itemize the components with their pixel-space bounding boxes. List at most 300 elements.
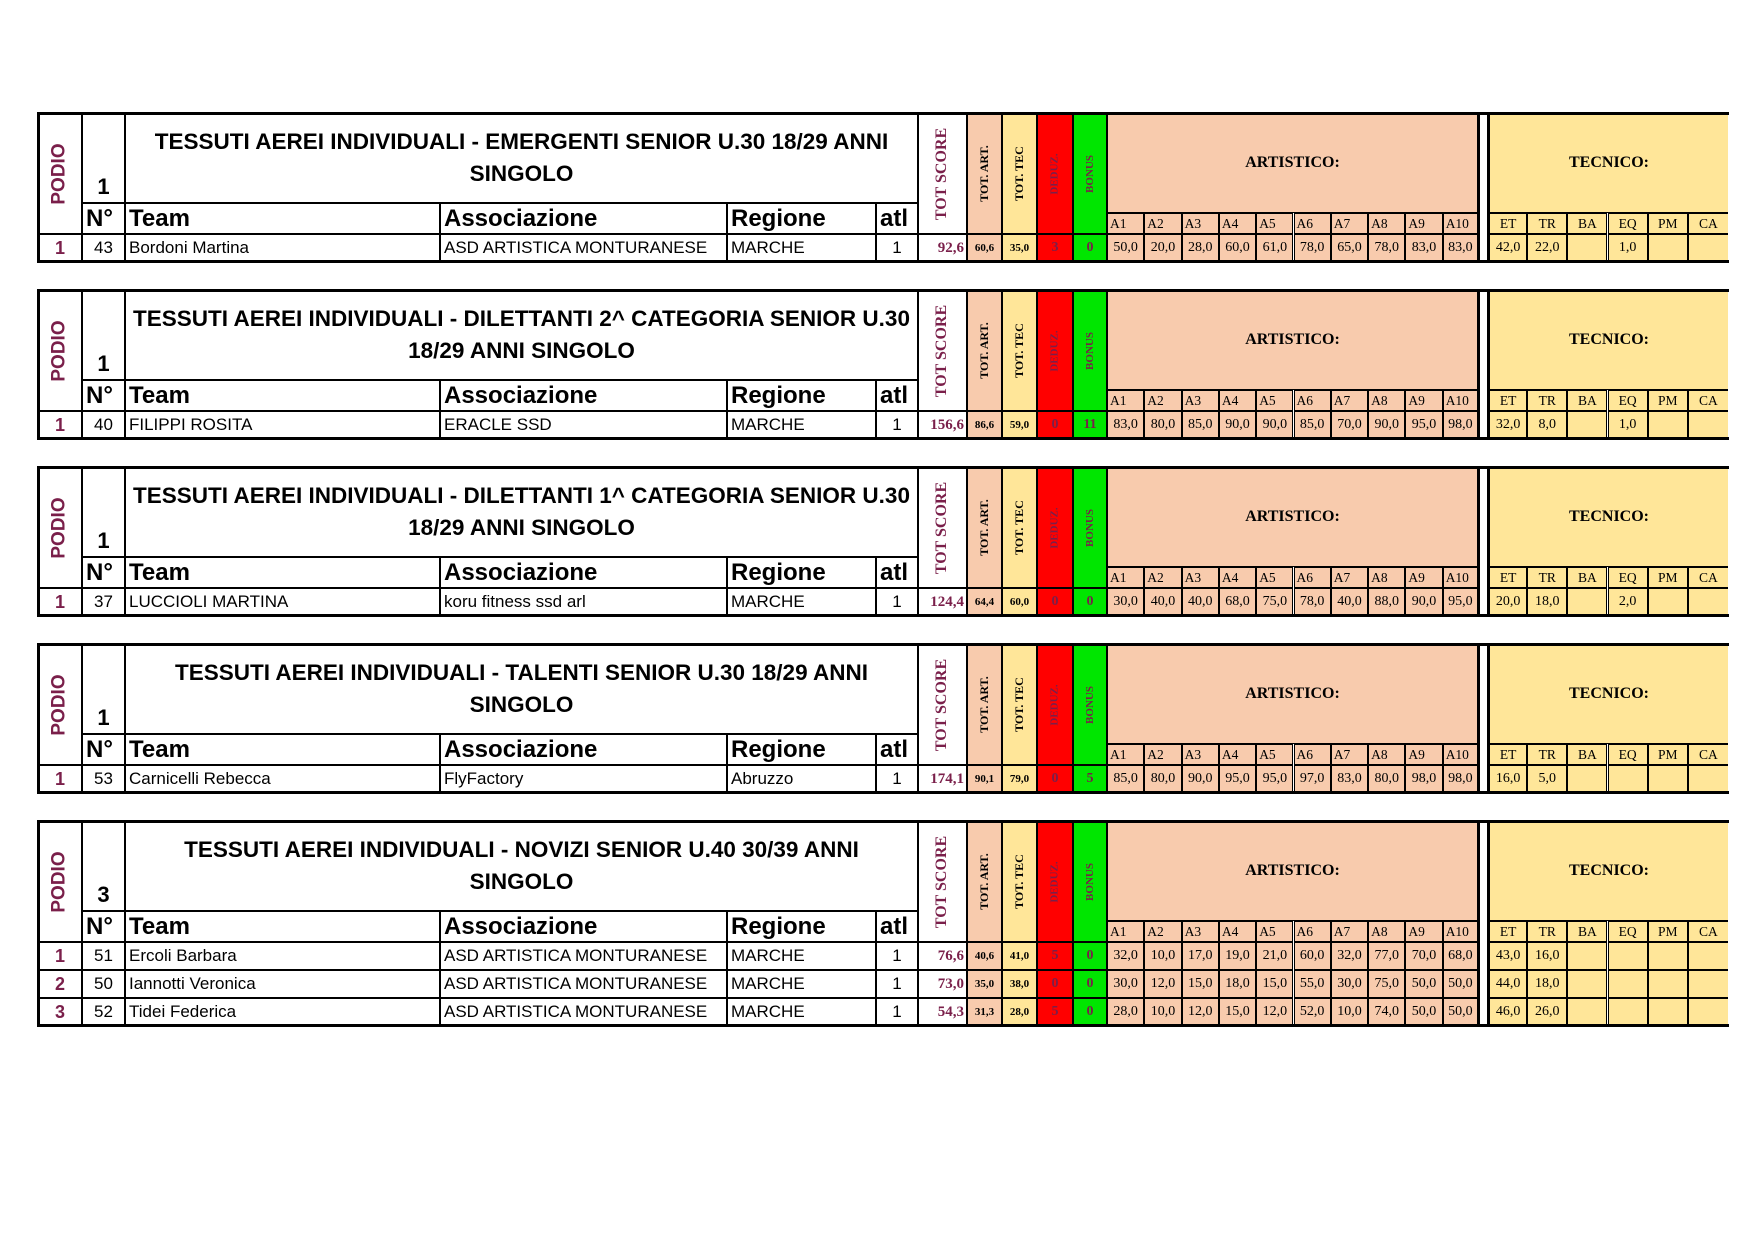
atl-count: 1 [876,942,918,970]
artistico-score-a1: 50,0 [1107,234,1144,262]
col-header-bonus [1073,644,1107,765]
col-header-tot-tec [1002,113,1037,234]
associazione: ASD ARTISTICA MONTURANESE [440,970,727,998]
artistico-col-a3: A3 [1182,921,1219,942]
tecnico-col-pm: PM [1648,567,1688,588]
tecnico-col-pm: PM [1648,921,1688,942]
col-header-tot-score-text: TOT SCORE [933,481,951,574]
section-artistico: ARTISTICO: [1107,821,1480,921]
bonus-value: 0 [1073,942,1107,970]
col-header-tot-art [967,821,1002,942]
tecnico-col-ca: CA [1688,390,1728,411]
associazione: ASD ARTISTICA MONTURANESE [440,998,727,1026]
col-header-deduz [1037,113,1073,234]
artistico-score-a2: 10,0 [1144,942,1181,970]
artistico-score-a1: 28,0 [1107,998,1144,1026]
athlete-number: 50 [82,970,125,998]
tecnico-score-ca [1688,234,1728,262]
regione: MARCHE [727,588,876,616]
tecnico-score-pm [1648,942,1688,970]
tecnico-score-ba [1567,998,1607,1026]
section-artistico: ARTISTICO: [1107,290,1480,390]
associazione: FlyFactory [440,765,727,793]
tecnico-col-eq: EQ [1608,744,1648,765]
col-header-deduz-text: DEDUZ. [1049,152,1062,195]
col-header-bonus-text: BONUS [1084,685,1096,724]
artistico-col-a10: A10 [1443,390,1480,411]
col-header-bonus-text: BONUS [1084,508,1096,547]
artistico-score-a1: 32,0 [1107,942,1144,970]
artistico-col-a5: A5 [1256,213,1293,234]
artistico-col-a4: A4 [1219,567,1256,588]
artistico-col-a2: A2 [1144,744,1181,765]
artistico-col-a5: A5 [1256,567,1293,588]
col-header-tot-tec [1002,290,1037,411]
tecnico-score-pm [1648,588,1688,616]
artistico-score-a5: 12,0 [1256,998,1293,1026]
artistico-score-a3: 40,0 [1182,588,1219,616]
artistico-col-a7: A7 [1331,921,1368,942]
tecnico-score-eq: 1,0 [1608,234,1648,262]
artistico-score-a8: 78,0 [1368,234,1405,262]
tot-score: 174,1 [918,765,967,793]
podio-count: 1 [82,644,125,734]
artistico-score-a10: 50,0 [1443,998,1480,1026]
athlete-number: 43 [82,234,125,262]
podium-position: 1 [38,411,82,439]
artistico-score-a8: 80,0 [1368,765,1405,793]
associazione: koru fitness ssd arl [440,588,727,616]
artistico-score-a6: 52,0 [1294,998,1331,1026]
artistico-col-a9: A9 [1405,213,1442,234]
tecnico-col-tr: TR [1527,213,1567,234]
col-header-tot-art-text: TOT. ART. [977,676,992,733]
regione: MARCHE [727,234,876,262]
col-header-associazione: Associazione [440,557,727,588]
col-header-deduz [1037,290,1073,411]
podio-label [38,821,82,942]
artistico-col-a4: A4 [1219,921,1256,942]
col-header-bonus [1073,467,1107,588]
artistico-score-a7: 30,0 [1331,970,1368,998]
artistico-score-a1: 30,0 [1107,970,1144,998]
col-header-tot-tec-text: TOT. TEC [1012,500,1027,555]
bonus-value: 5 [1073,765,1107,793]
col-header-atl: atl [876,380,918,411]
artistico-col-a2: A2 [1144,921,1181,942]
artistico-score-a9: 95,0 [1405,411,1442,439]
tecnico-col-ca: CA [1688,213,1728,234]
col-header-bonus [1073,290,1107,411]
col-header-tot-art-text: TOT. ART. [977,145,992,202]
tecnico-col-eq: EQ [1608,213,1648,234]
artistico-score-a6: 78,0 [1294,234,1331,262]
col-header-associazione: Associazione [440,203,727,234]
artistico-col-a6: A6 [1294,921,1331,942]
col-header-number: N° [82,203,125,234]
deduz-value: 0 [1037,588,1073,616]
col-header-associazione: Associazione [440,911,727,942]
artistico-score-a2: 40,0 [1144,588,1181,616]
tecnico-col-ba: BA [1567,921,1607,942]
artistico-score-a6: 97,0 [1294,765,1331,793]
col-header-regione: Regione [727,557,876,588]
artistico-col-a10: A10 [1443,567,1480,588]
artistico-score-a5: 61,0 [1256,234,1293,262]
artistico-score-a7: 10,0 [1331,998,1368,1026]
podium-position: 3 [38,998,82,1026]
artistico-col-a7: A7 [1331,744,1368,765]
podio-label-text: PODIO [49,496,71,559]
col-header-tot-art-text: TOT. ART. [977,322,992,379]
tecnico-score-pm [1648,998,1688,1026]
associazione: ERACLE SSD [440,411,727,439]
artistico-score-a7: 65,0 [1331,234,1368,262]
col-header-tot-tec-text: TOT. TEC [1012,146,1027,201]
athlete-number: 37 [82,588,125,616]
col-header-team: Team [125,734,440,765]
podio-count: 1 [82,467,125,557]
artistico-col-a6: A6 [1294,390,1331,411]
tot-tec: 38,0 [1002,970,1037,998]
tecnico-score-ca [1688,942,1728,970]
artistico-score-a7: 40,0 [1331,588,1368,616]
col-header-number: N° [82,557,125,588]
tecnico-col-ba: BA [1567,567,1607,588]
section-artistico: ARTISTICO: [1107,113,1480,213]
artistico-score-a7: 83,0 [1331,765,1368,793]
podio-label [38,467,82,588]
athlete-name: FILIPPI ROSITA [125,411,440,439]
artistico-score-a4: 90,0 [1219,411,1256,439]
artistico-col-a8: A8 [1368,921,1405,942]
tecnico-col-pm: PM [1648,213,1688,234]
artistico-col-a9: A9 [1405,567,1442,588]
tecnico-score-eq [1608,942,1648,970]
tot-score: 76,6 [918,942,967,970]
artistico-score-a8: 75,0 [1368,970,1405,998]
artistico-col-a8: A8 [1368,213,1405,234]
atl-count: 1 [876,970,918,998]
tot-score: 124,4 [918,588,967,616]
tecnico-score-pm [1648,411,1688,439]
artistico-col-a9: A9 [1405,744,1442,765]
section-tecnico: TECNICO: [1487,290,1728,390]
tot-art: 86,6 [967,411,1002,439]
tecnico-col-ba: BA [1567,744,1607,765]
regione: Abruzzo [727,765,876,793]
atl-count: 1 [876,588,918,616]
col-header-tot-tec-text: TOT. TEC [1012,854,1027,909]
tot-tec: 59,0 [1002,411,1037,439]
artistico-score-a3: 17,0 [1182,942,1219,970]
artistico-score-a1: 83,0 [1107,411,1144,439]
col-header-tot-score-text: TOT SCORE [933,127,951,220]
col-header-tot-tec-text: TOT. TEC [1012,677,1027,732]
athlete-name: Iannotti Veronica [125,970,440,998]
artistico-score-a5: 95,0 [1256,765,1293,793]
col-header-deduz [1037,467,1073,588]
col-header-team: Team [125,380,440,411]
tecnico-score-ca [1688,411,1728,439]
deduz-value: 0 [1037,765,1073,793]
artistico-score-a2: 80,0 [1144,411,1181,439]
col-header-tot-art [967,113,1002,234]
artistico-score-a10: 98,0 [1443,765,1480,793]
atl-count: 1 [876,765,918,793]
artistico-col-a7: A7 [1331,390,1368,411]
col-header-tot-tec-text: TOT. TEC [1012,323,1027,378]
podium-position: 1 [38,942,82,970]
artistico-score-a1: 30,0 [1107,588,1144,616]
artistico-col-a1: A1 [1107,213,1144,234]
artistico-score-a4: 18,0 [1219,970,1256,998]
podio-count: 1 [82,113,125,203]
artistico-col-a1: A1 [1107,744,1144,765]
artistico-col-a3: A3 [1182,567,1219,588]
tecnico-score-eq: 2,0 [1608,588,1648,616]
artistico-col-a5: A5 [1256,390,1293,411]
section-tecnico: TECNICO: [1487,644,1728,744]
tecnico-score-ba [1567,411,1607,439]
tecnico-score-ba [1567,970,1607,998]
tot-art: 40,6 [967,942,1002,970]
artistico-score-a3: 12,0 [1182,998,1219,1026]
podium-position: 1 [38,765,82,793]
artistico-score-a6: 85,0 [1294,411,1331,439]
artistico-col-a3: A3 [1182,390,1219,411]
deduz-value: 5 [1037,942,1073,970]
artistico-col-a2: A2 [1144,390,1181,411]
artistico-col-a1: A1 [1107,390,1144,411]
tot-score: 92,6 [918,234,967,262]
col-header-tot-art [967,467,1002,588]
artistico-score-a10: 83,0 [1443,234,1480,262]
col-header-team: Team [125,203,440,234]
artistico-score-a5: 90,0 [1256,411,1293,439]
col-header-deduz [1037,821,1073,942]
tot-art: 64,4 [967,588,1002,616]
artistico-score-a3: 28,0 [1182,234,1219,262]
section-tecnico: TECNICO: [1487,467,1728,567]
col-header-tot-score-text: TOT SCORE [933,304,951,397]
col-header-tot-score [918,467,967,588]
artistico-score-a9: 98,0 [1405,765,1442,793]
artistico-col-a8: A8 [1368,390,1405,411]
artistico-col-a8: A8 [1368,567,1405,588]
artistico-score-a2: 12,0 [1144,970,1181,998]
athlete-name: Bordoni Martina [125,234,440,262]
col-header-tot-score [918,113,967,234]
tecnico-col-pm: PM [1648,390,1688,411]
podio-label-text: PODIO [49,673,71,736]
col-header-regione: Regione [727,911,876,942]
atl-count: 1 [876,234,918,262]
col-header-regione: Regione [727,380,876,411]
artistico-score-a3: 15,0 [1182,970,1219,998]
tecnico-score-tr: 18,0 [1527,588,1567,616]
category-title: TESSUTI AEREI INDIVIDUALI - NOVIZI SENIOR U.40 30/39 ANNI SINGOLO [125,821,918,911]
col-header-deduz [1037,644,1073,765]
deduz-value: 0 [1037,970,1073,998]
tecnico-score-ca [1688,588,1728,616]
tecnico-score-pm [1648,765,1688,793]
artistico-col-a7: A7 [1331,213,1368,234]
artistico-col-a10: A10 [1443,921,1480,942]
artistico-col-a6: A6 [1294,213,1331,234]
athlete-number: 51 [82,942,125,970]
col-header-number: N° [82,734,125,765]
tecnico-col-et: ET [1487,390,1527,411]
tecnico-score-eq [1608,998,1648,1026]
col-header-deduz-text: DEDUZ. [1049,860,1062,903]
bonus-value: 0 [1073,998,1107,1026]
tot-art: 31,3 [967,998,1002,1026]
col-header-bonus [1073,113,1107,234]
col-header-tot-score [918,290,967,411]
col-header-tot-art-text: TOT. ART. [977,853,992,910]
athlete-number: 40 [82,411,125,439]
tot-tec: 41,0 [1002,942,1037,970]
col-header-tot-score [918,821,967,942]
artistico-score-a10: 98,0 [1443,411,1480,439]
col-header-tot-score-text: TOT SCORE [933,835,951,928]
artistico-score-a8: 74,0 [1368,998,1405,1026]
artistico-score-a4: 68,0 [1219,588,1256,616]
artistico-score-a8: 90,0 [1368,411,1405,439]
artistico-score-a9: 50,0 [1405,970,1442,998]
tecnico-col-tr: TR [1527,390,1567,411]
artistico-score-a10: 95,0 [1443,588,1480,616]
tecnico-score-tr: 8,0 [1527,411,1567,439]
tecnico-score-et: 42,0 [1487,234,1527,262]
deduz-value: 5 [1037,998,1073,1026]
artistico-score-a9: 83,0 [1405,234,1442,262]
tecnico-col-pm: PM [1648,744,1688,765]
artistico-col-a5: A5 [1256,921,1293,942]
artistico-score-a7: 70,0 [1331,411,1368,439]
artistico-score-a5: 15,0 [1256,970,1293,998]
tecnico-col-ba: BA [1567,213,1607,234]
podio-label-text: PODIO [49,319,71,382]
regione: MARCHE [727,942,876,970]
artistico-score-a6: 55,0 [1294,970,1331,998]
artistico-score-a2: 10,0 [1144,998,1181,1026]
artistico-col-a6: A6 [1294,567,1331,588]
bonus-value: 0 [1073,234,1107,262]
artistico-score-a2: 80,0 [1144,765,1181,793]
tot-tec: 79,0 [1002,765,1037,793]
atl-count: 1 [876,998,918,1026]
artistico-col-a2: A2 [1144,213,1181,234]
artistico-col-a7: A7 [1331,567,1368,588]
podio-label [38,644,82,765]
bonus-value: 0 [1073,588,1107,616]
artistico-col-a8: A8 [1368,744,1405,765]
bonus-value: 11 [1073,411,1107,439]
category-title: TESSUTI AEREI INDIVIDUALI - DILETTANTI 2^ CATEGORIA SENIOR U.30 18/29 ANNI SINGOLO [125,290,918,380]
tecnico-score-ba [1567,588,1607,616]
tecnico-score-tr: 18,0 [1527,970,1567,998]
artistico-col-a4: A4 [1219,744,1256,765]
artistico-col-a6: A6 [1294,744,1331,765]
tecnico-col-et: ET [1487,567,1527,588]
col-header-tot-art [967,644,1002,765]
tecnico-col-ca: CA [1688,921,1728,942]
athlete-number: 53 [82,765,125,793]
artistico-col-a2: A2 [1144,567,1181,588]
artistico-col-a3: A3 [1182,744,1219,765]
tecnico-col-tr: TR [1527,567,1567,588]
artistico-score-a4: 19,0 [1219,942,1256,970]
tecnico-score-et: 44,0 [1487,970,1527,998]
artistico-score-a10: 50,0 [1443,970,1480,998]
tecnico-score-eq [1608,765,1648,793]
tecnico-score-et: 16,0 [1487,765,1527,793]
tecnico-score-ca [1688,970,1728,998]
tecnico-score-ba [1567,942,1607,970]
tecnico-score-ca [1688,765,1728,793]
podio-label-text: PODIO [49,142,71,205]
tot-score: 73,0 [918,970,967,998]
artistico-col-a9: A9 [1405,390,1442,411]
artistico-score-a10: 68,0 [1443,942,1480,970]
tecnico-score-tr: 5,0 [1527,765,1567,793]
tecnico-score-ba [1567,234,1607,262]
artistico-col-a1: A1 [1107,567,1144,588]
col-header-associazione: Associazione [440,380,727,411]
artistico-score-a4: 95,0 [1219,765,1256,793]
tot-art: 60,6 [967,234,1002,262]
col-header-team: Team [125,557,440,588]
deduz-value: 0 [1037,411,1073,439]
col-header-atl: atl [876,911,918,942]
col-header-bonus [1073,821,1107,942]
tecnico-score-ca [1688,998,1728,1026]
artistico-score-a6: 78,0 [1294,588,1331,616]
podio-label [38,113,82,234]
podio-label [38,290,82,411]
artistico-col-a5: A5 [1256,744,1293,765]
artistico-col-a9: A9 [1405,921,1442,942]
section-artistico: ARTISTICO: [1107,467,1480,567]
col-header-regione: Regione [727,203,876,234]
athlete-name: Carnicelli Rebecca [125,765,440,793]
deduz-value: 3 [1037,234,1073,262]
col-header-bonus-text: BONUS [1084,154,1096,193]
col-header-tot-art [967,290,1002,411]
associazione: ASD ARTISTICA MONTURANESE [440,234,727,262]
podium-position: 1 [38,588,82,616]
artistico-score-a8: 88,0 [1368,588,1405,616]
tecnico-score-tr: 22,0 [1527,234,1567,262]
artistico-score-a6: 60,0 [1294,942,1331,970]
col-header-number: N° [82,911,125,942]
regione: MARCHE [727,970,876,998]
category-title: TESSUTI AEREI INDIVIDUALI - EMERGENTI SENIOR U.30 18/29 ANNI SINGOLO [125,113,918,203]
artistico-score-a9: 50,0 [1405,998,1442,1026]
artistico-col-a1: A1 [1107,921,1144,942]
category-title: TESSUTI AEREI INDIVIDUALI - DILETTANTI 1^ CATEGORIA SENIOR U.30 18/29 ANNI SINGOLO [125,467,918,557]
artistico-score-a3: 85,0 [1182,411,1219,439]
col-header-regione: Regione [727,734,876,765]
athlete-name: LUCCIOLI MARTINA [125,588,440,616]
tot-tec: 28,0 [1002,998,1037,1026]
artistico-score-a5: 75,0 [1256,588,1293,616]
tecnico-col-et: ET [1487,744,1527,765]
col-header-bonus-text: BONUS [1084,862,1096,901]
section-tecnico: TECNICO: [1487,113,1728,213]
